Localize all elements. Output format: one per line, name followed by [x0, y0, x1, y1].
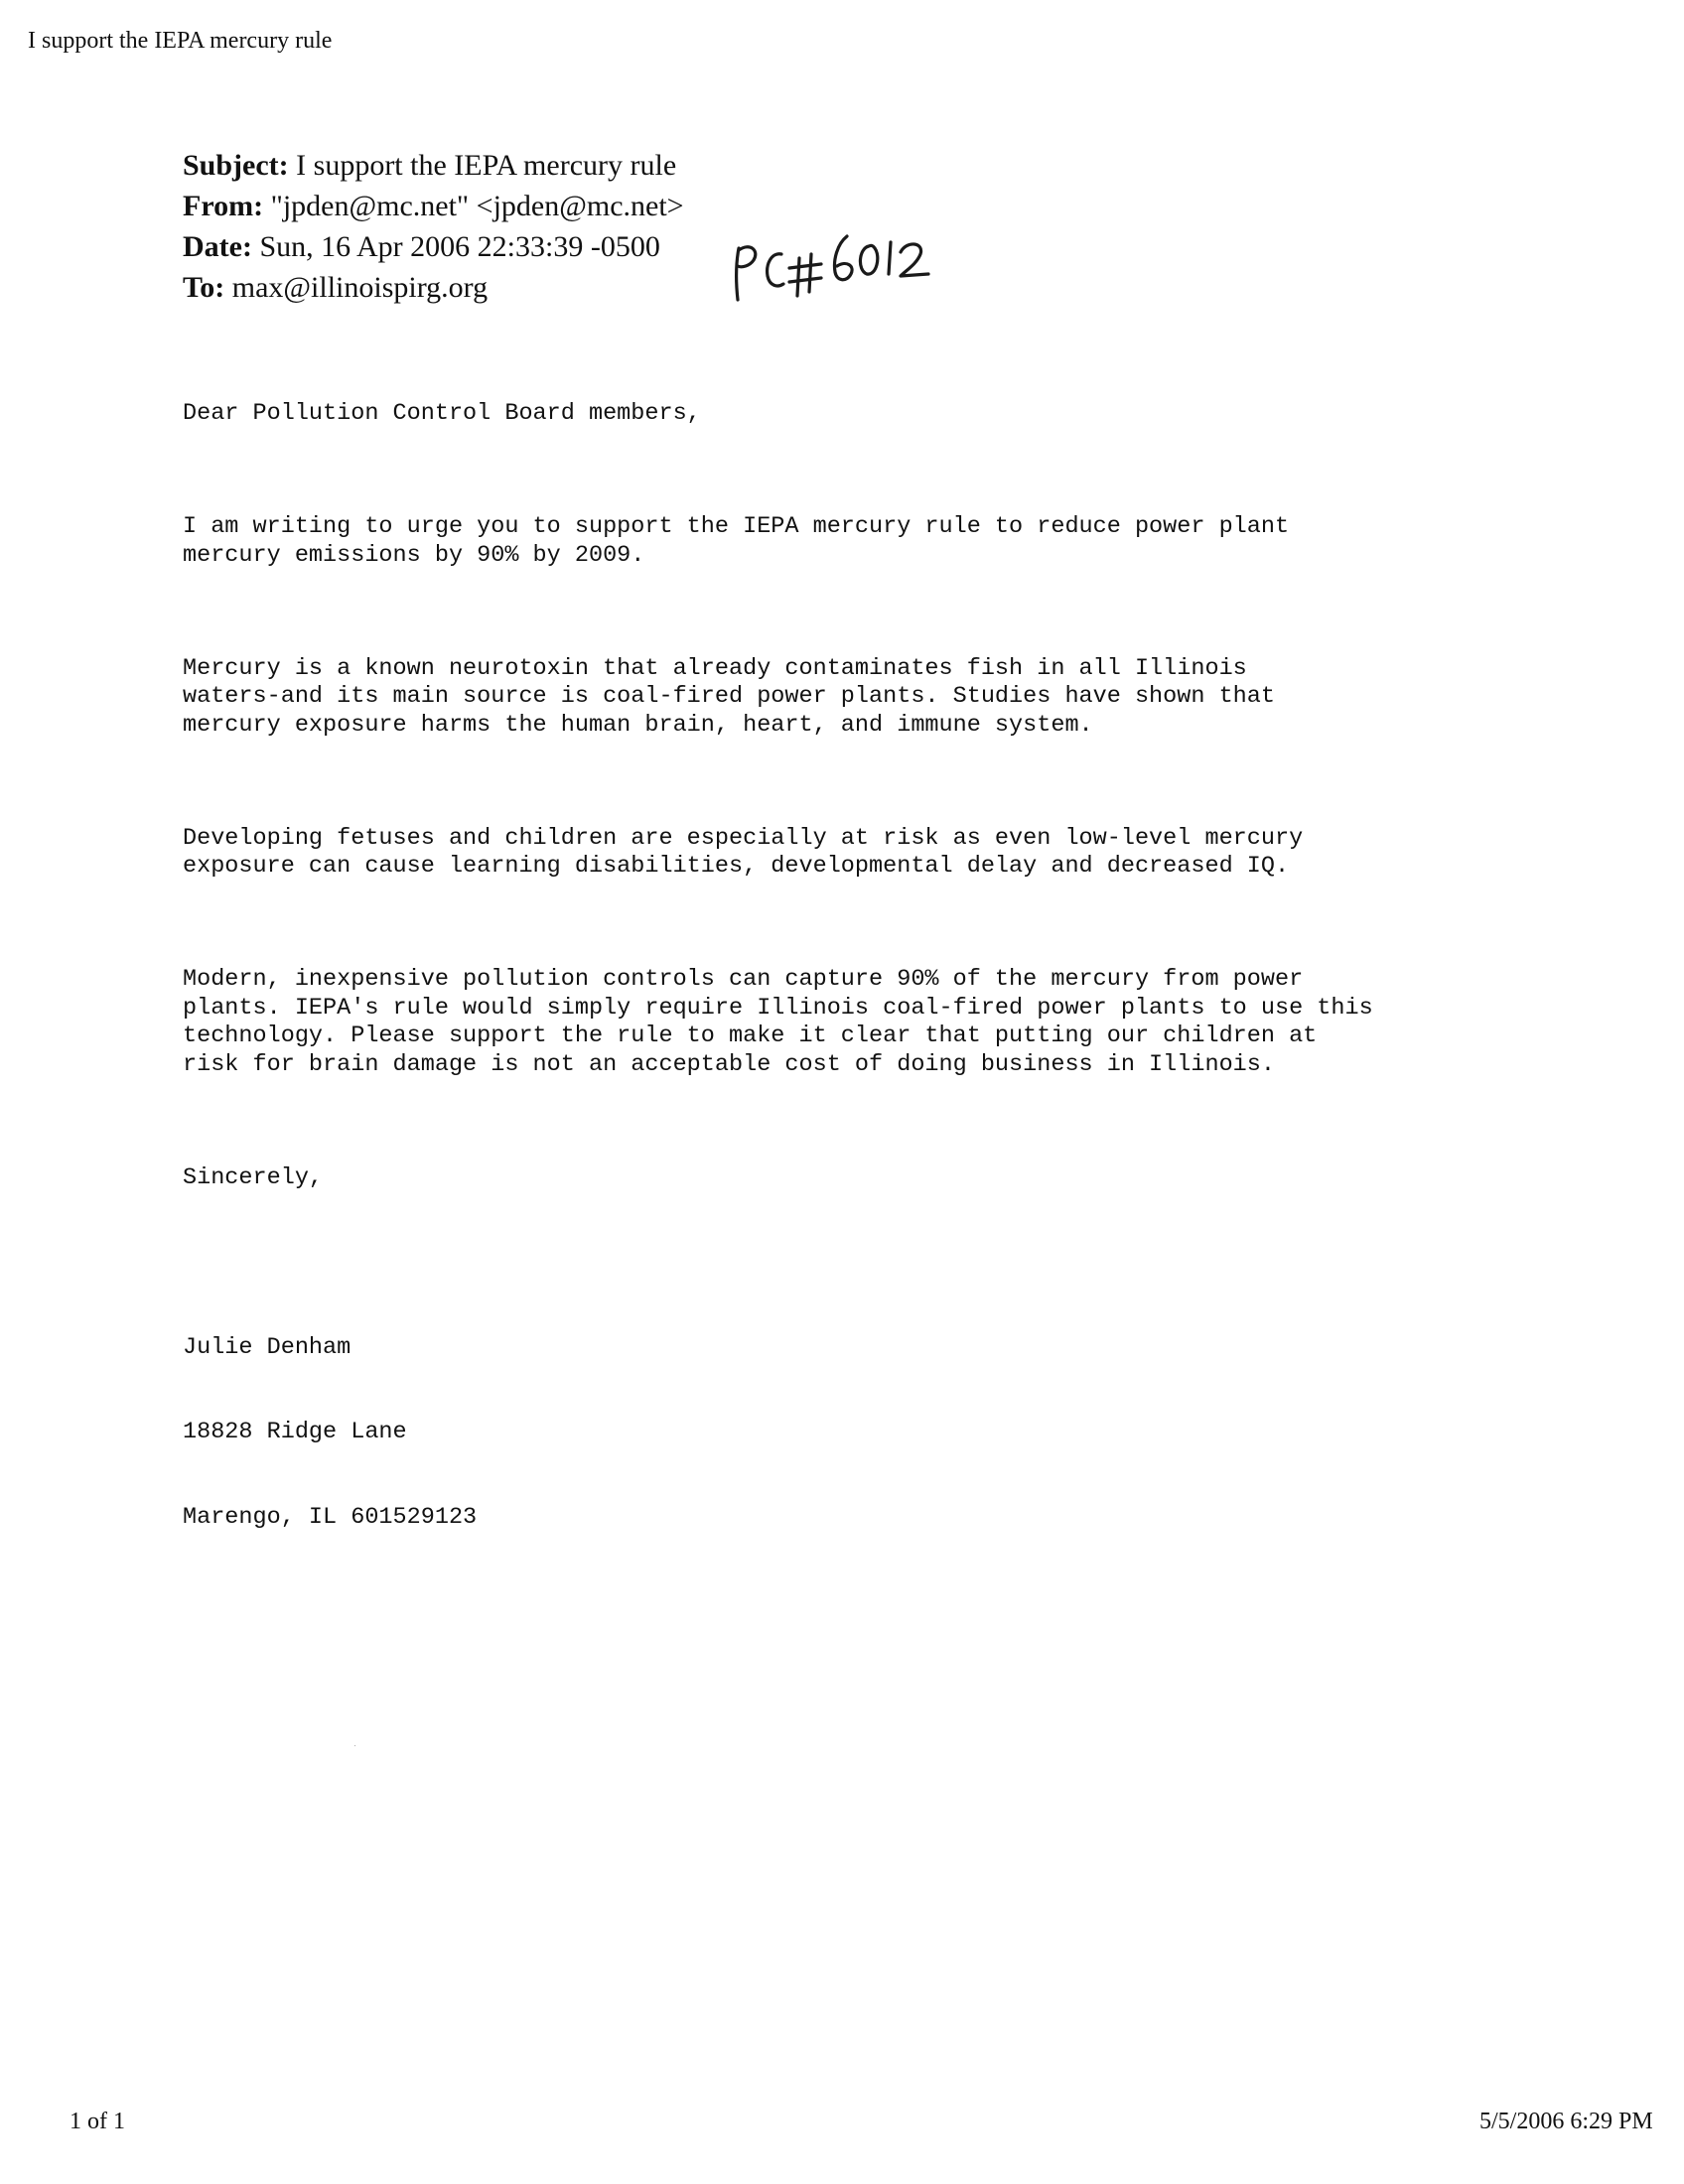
- scan-speck: [354, 1745, 355, 1746]
- body-paragraph-4: Modern, inexpensive pollution controls can capture 90% of the mercury from power plants. IEPA's rule would simply require Illinois coal-fired power plants to use this technology. Please support the rule to make it clear that putting our children at risk for brain damage is not an acceptable cost of doing business in Illinois.: [183, 966, 1373, 1078]
- from-label: From:: [183, 190, 264, 222]
- subject-value: I support the IEPA mercury rule: [296, 149, 677, 182]
- subject-label: Subject:: [183, 149, 289, 182]
- email-body: [183, 343, 1373, 1617]
- footer-timestamp: 5/5/2006 6:29 PM: [1479, 2109, 1653, 2134]
- from-row: [183, 186, 684, 226]
- signature-city-line: Marengo, IL 601529123: [183, 1503, 478, 1531]
- body-paragraph-2: Mercury is a known neurotoxin that already contaminates fish in all Illinois waters-and its main source is coal-fired power plants. Studies have shown that mercury exposure harms the human brain, heart, and immune system.: [183, 654, 1275, 739]
- body-paragraph-3: Developing fetuses and children are especially at risk as even low-level mercury exposure can cause learning disabilities, developmental delay and decreased IQ.: [183, 824, 1304, 880]
- signature-street: 18828 Ridge Lane: [183, 1419, 407, 1445]
- to-row: [183, 267, 684, 308]
- signature-block: [183, 1278, 1373, 1589]
- to-value: max@illinoispirg.org: [231, 271, 489, 304]
- footer-page-count: 1 of 1: [70, 2109, 125, 2134]
- date-value: Sun, 16 Apr 2006 22:33:39 -0500: [259, 230, 660, 263]
- handwritten-pc-number-mark: [730, 230, 938, 310]
- body-paragraph-1: I am writing to urge you to support the IEPA mercury rule to reduce power plant mercury emissions by 90% by 2009.: [183, 513, 1290, 569]
- email-header-block: [183, 145, 684, 308]
- to-label: To:: [183, 271, 225, 304]
- signature-name: Julie Denham: [183, 1333, 351, 1361]
- greeting: Dear Pollution Control Board members,: [183, 400, 701, 427]
- from-value: "jpden@mc.net" <jpden@mc.net>: [270, 190, 684, 222]
- date-row: [183, 226, 684, 267]
- subject-row: [183, 145, 684, 186]
- date-label: Date:: [183, 230, 252, 263]
- closing: Sincerely,: [183, 1163, 324, 1191]
- page-header-title: I support the IEPA mercury rule: [28, 28, 333, 54]
